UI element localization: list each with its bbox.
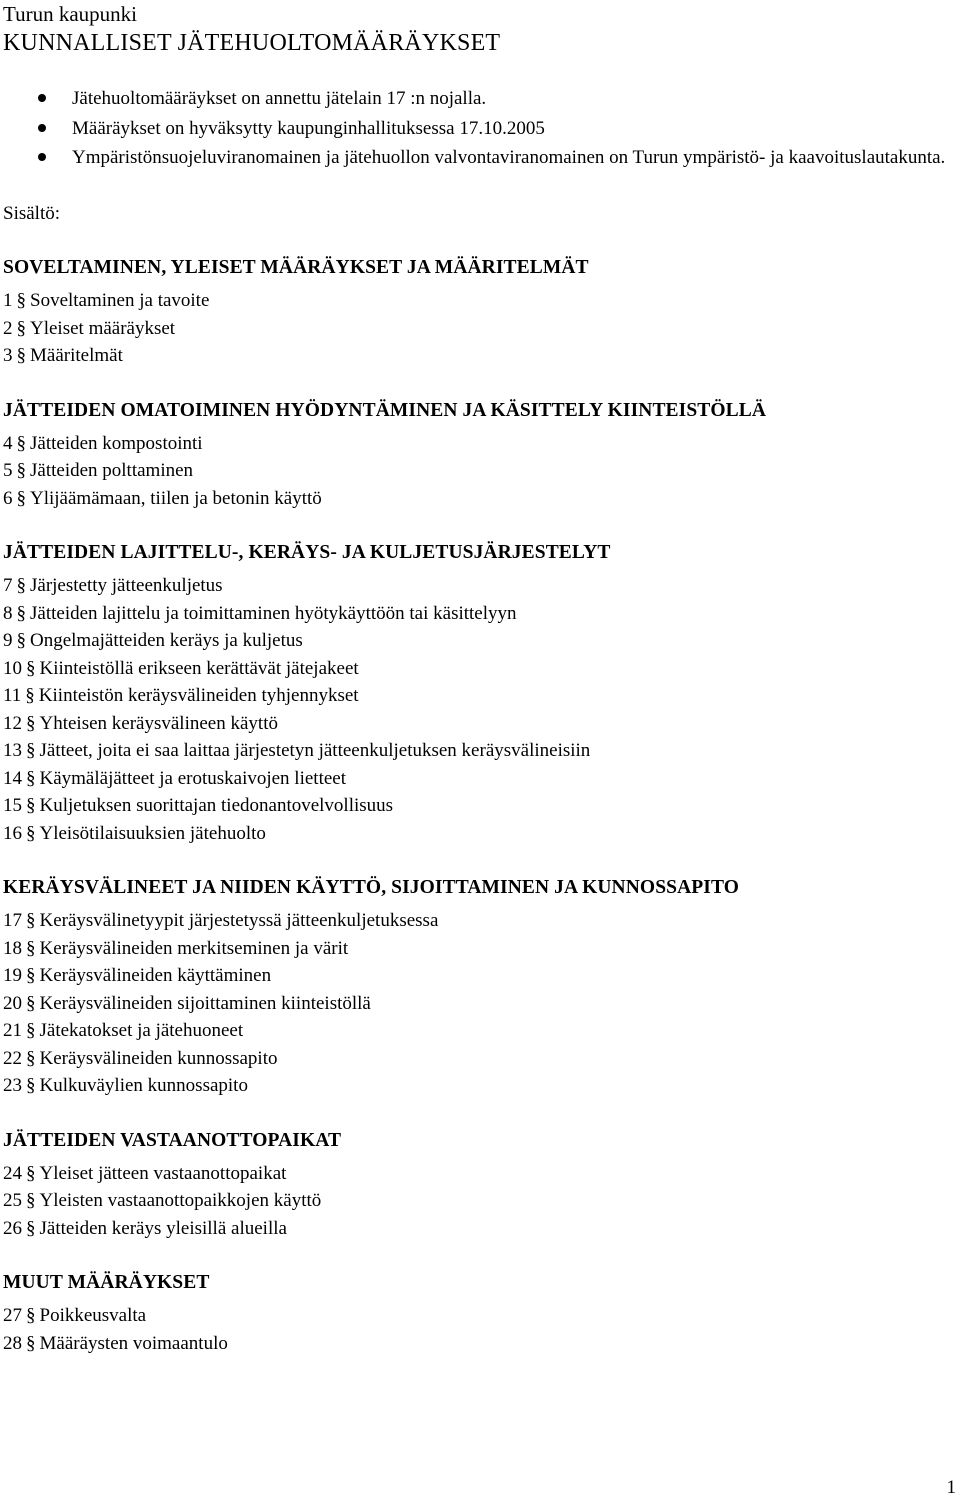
toc-section xyxy=(3,254,953,370)
toc-item-title: Käymäläjätteet ja erotuskaivojen lietteet xyxy=(39,767,347,789)
toc-item-number: 8 xyxy=(3,602,13,624)
toc-section xyxy=(3,397,953,513)
toc-item-number: 22 xyxy=(3,1047,22,1069)
toc-label: Sisältö: xyxy=(3,202,61,224)
toc-item-number: 18 xyxy=(3,937,22,959)
toc-item-title: Yhteisen keräysvälineen käyttö xyxy=(39,712,278,734)
section-sign-icon: § xyxy=(26,1162,36,1184)
toc-item xyxy=(3,1072,953,1100)
toc-item xyxy=(3,1017,953,1045)
toc-item-title: Soveltaminen ja tavoite xyxy=(30,290,210,311)
section-heading: JÄTTEIDEN OMATOIMINEN HYÖDYNTÄMINEN JA KÄSITTELY KIINTEISTÖLLÄ xyxy=(3,399,767,421)
section-sign-icon: § xyxy=(16,487,26,509)
toc-item xyxy=(3,792,953,820)
section-sign-icon: § xyxy=(16,460,26,481)
toc-item xyxy=(3,682,953,710)
toc-item-title: Kiinteistöllä erikseen kerättävät jätejakeet xyxy=(39,657,359,679)
toc-section xyxy=(3,1127,953,1243)
toc-item-title: Jätteet, joita ei saa laittaa järjestetyn jätteenkuljetuksen keräysvälineisiin xyxy=(39,740,591,761)
toc-item-title: Yleisten vastaanottopaikkojen käyttö xyxy=(39,1190,322,1211)
toc-item xyxy=(3,600,953,628)
section-sign-icon: § xyxy=(26,1020,36,1041)
section-sign-icon: § xyxy=(16,602,26,624)
toc-item-number: 12 xyxy=(3,712,22,734)
toc-item-number: 27 xyxy=(3,1305,22,1326)
toc-item xyxy=(3,627,953,655)
toc-item-number: 23 xyxy=(3,1075,22,1096)
toc-item-number: 2 xyxy=(3,317,13,339)
toc-item xyxy=(3,1160,953,1188)
intro-bullet-text: Jätehuoltomääräykset on annettu jätelain 17 :n nojalla. xyxy=(72,88,487,109)
section-sign-icon: § xyxy=(26,795,36,816)
section-sign-icon: § xyxy=(26,992,36,1014)
toc-item-number: 16 xyxy=(3,822,22,844)
toc-item-number: 28 xyxy=(3,1332,22,1354)
bullet-icon xyxy=(38,124,46,132)
toc-item-number: 11 xyxy=(3,685,22,706)
toc-item-title: Kiinteistön keräysvälineiden tyhjennykset xyxy=(38,685,359,706)
intro-bullet-list xyxy=(3,84,953,173)
intro-bullet-text: Määräykset on hyväksytty kaupunginhallituksessa 17.10.2005 xyxy=(72,117,545,139)
toc-item-title: Keräysvälineiden sijoittaminen kiinteistöllä xyxy=(39,992,371,1014)
toc-item-number: 5 xyxy=(3,460,13,481)
section-sign-icon: § xyxy=(26,767,36,789)
toc-item-number: 24 xyxy=(3,1162,22,1184)
section-item-list xyxy=(3,287,953,370)
toc-item xyxy=(3,990,953,1018)
toc-item xyxy=(3,935,953,963)
section-heading: SOVELTAMINEN, YLEISET MÄÄRÄYKSET JA MÄÄRITELMÄT xyxy=(3,257,589,278)
toc-item-number: 9 xyxy=(3,630,13,651)
toc-item xyxy=(3,430,953,458)
toc-item-title: Yleisötilaisuuksien jätehuolto xyxy=(39,822,266,844)
toc-item-number: 14 xyxy=(3,767,22,789)
toc-item-number: 20 xyxy=(3,992,22,1014)
toc-item-title: Jätteiden lajittelu ja toimittaminen hyötykäyttöön tai käsittelyyn xyxy=(30,602,517,624)
toc-item xyxy=(3,572,953,600)
toc-item-title: Keräysvälineiden merkitseminen ja värit xyxy=(39,937,349,959)
toc-item-number: 13 xyxy=(3,740,22,761)
section-sign-icon: § xyxy=(26,657,36,679)
toc-item xyxy=(3,1045,953,1073)
toc-item xyxy=(3,1187,953,1215)
section-sign-icon: § xyxy=(26,740,36,761)
section-sign-icon: § xyxy=(16,317,26,339)
section-sign-icon: § xyxy=(26,937,36,959)
section-sign-icon: § xyxy=(16,345,26,366)
toc-item-title: Ongelmajätteiden keräys ja kuljetus xyxy=(30,630,303,651)
toc-item-number: 21 xyxy=(3,1020,22,1041)
section-item-list xyxy=(3,1160,953,1243)
intro-bullet-item xyxy=(3,84,953,114)
intro-bullet-item xyxy=(3,114,953,144)
section-sign-icon: § xyxy=(26,1047,36,1069)
toc-item xyxy=(3,907,953,935)
toc-item xyxy=(3,1330,953,1358)
section-sign-icon: § xyxy=(26,965,36,986)
intro-bullet-item xyxy=(3,143,953,173)
toc-item xyxy=(3,820,953,848)
toc-item-title: Järjestetty jätteenkuljetus xyxy=(30,575,223,596)
bullet-icon xyxy=(38,94,46,102)
section-sign-icon: § xyxy=(26,712,36,734)
section-sign-icon: § xyxy=(26,910,36,931)
toc-item-number: 25 xyxy=(3,1190,22,1211)
toc-item-title: Jätteiden kompostointi xyxy=(30,432,203,454)
toc-section xyxy=(3,874,953,1100)
toc-item-number: 19 xyxy=(3,965,22,986)
toc-item-title: Keräysvälineiden kunnossapito xyxy=(39,1047,278,1069)
toc-item xyxy=(3,1215,953,1243)
toc-item-title: Ylijäämämaan, tiilen ja betonin käyttö xyxy=(30,487,322,509)
document-title: KUNNALLISET JÄTEHUOLTOMÄÄRÄYKSET xyxy=(3,30,501,56)
toc-item xyxy=(3,765,953,793)
toc-item-title: Poikkeusvalta xyxy=(39,1305,147,1326)
organization-name: Turun kaupunki xyxy=(3,2,137,26)
toc-item-number: 7 xyxy=(3,575,13,596)
toc-item-title: Jätekatokset ja jätehuoneet xyxy=(39,1020,244,1041)
toc-item-title: Keräysvälinetyypit järjestetyssä jätteenkuljetuksessa xyxy=(39,910,439,931)
section-sign-icon: § xyxy=(26,1305,36,1326)
page-number: 1 xyxy=(946,1477,956,1498)
document-page xyxy=(3,0,953,1357)
toc-item-number: 1 xyxy=(3,290,13,311)
toc-item-number: 15 xyxy=(3,795,22,816)
section-item-list xyxy=(3,1302,953,1357)
toc-item-title: Kuljetuksen suorittajan tiedonantovelvollisuus xyxy=(39,795,394,816)
section-sign-icon: § xyxy=(26,1332,36,1354)
section-heading: KERÄYSVÄLINEET JA NIIDEN KÄYTTÖ, SIJOITTAMINEN JA KUNNOSSAPITO xyxy=(3,877,739,898)
toc-item-number: 4 xyxy=(3,432,13,454)
section-sign-icon: § xyxy=(25,685,35,706)
section-sign-icon: § xyxy=(16,630,26,651)
section-sign-icon: § xyxy=(16,290,26,311)
toc-item-title: Kulkuväylien kunnossapito xyxy=(39,1075,248,1096)
toc-item xyxy=(3,962,953,990)
toc-item-number: 26 xyxy=(3,1217,22,1239)
toc-item-title: Määräysten voimaantulo xyxy=(39,1332,228,1354)
toc-item xyxy=(3,342,953,370)
section-heading: JÄTTEIDEN LAJITTELU-, KERÄYS- JA KULJETUSJÄRJESTELYT xyxy=(3,542,611,563)
section-item-list xyxy=(3,572,953,847)
toc-section xyxy=(3,539,953,847)
toc-item xyxy=(3,655,953,683)
toc-item-title: Jätteiden polttaminen xyxy=(30,460,194,481)
toc-item xyxy=(3,1302,953,1330)
toc-item-title: Määritelmät xyxy=(30,345,123,366)
section-item-list xyxy=(3,907,953,1100)
toc-item-title: Yleiset määräykset xyxy=(30,317,176,339)
intro-bullet-text: Ympäristönsuojeluviranomainen ja jätehuollon valvontaviranomainen on Turun ympäristö- ja kaavoituslautakunta. xyxy=(72,147,946,168)
toc-item-number: 17 xyxy=(3,910,22,931)
toc-item-number: 3 xyxy=(3,345,13,366)
section-sign-icon: § xyxy=(26,1217,36,1239)
section-heading: MUUT MÄÄRÄYKSET xyxy=(3,1272,210,1293)
section-sign-icon: § xyxy=(16,432,26,454)
toc-item xyxy=(3,485,953,513)
toc-item-title: Yleiset jätteen vastaanottopaikat xyxy=(39,1162,287,1184)
section-item-list xyxy=(3,430,953,513)
section-sign-icon: § xyxy=(16,575,26,596)
toc-item-number: 6 xyxy=(3,487,13,509)
toc-item-title: Keräysvälineiden käyttäminen xyxy=(39,965,272,986)
toc-item-number: 10 xyxy=(3,657,22,679)
toc-item xyxy=(3,737,953,765)
toc-item xyxy=(3,315,953,343)
section-sign-icon: § xyxy=(26,1190,36,1211)
section-sign-icon: § xyxy=(26,1075,36,1096)
toc-item-title: Jätteiden keräys yleisillä alueilla xyxy=(39,1217,287,1239)
toc-item xyxy=(3,287,953,315)
toc-item xyxy=(3,457,953,485)
section-sign-icon: § xyxy=(26,822,36,844)
section-heading: JÄTTEIDEN VASTAANOTTOPAIKAT xyxy=(3,1129,342,1151)
toc-item xyxy=(3,710,953,738)
table-of-contents xyxy=(3,254,953,1357)
bullet-icon xyxy=(38,153,46,161)
toc-section xyxy=(3,1269,953,1357)
